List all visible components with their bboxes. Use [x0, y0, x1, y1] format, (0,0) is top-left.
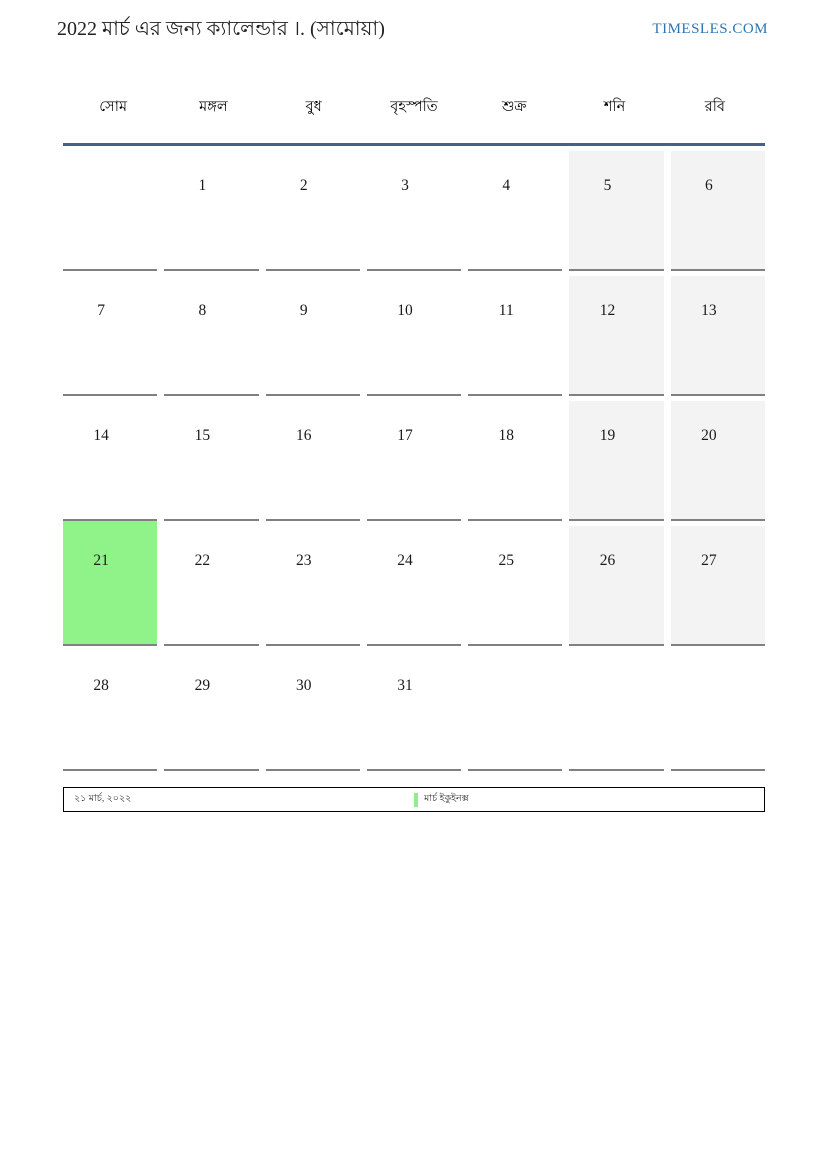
calendar-cell — [266, 401, 360, 521]
calendar-cell — [266, 276, 360, 396]
calendar-cell — [367, 276, 461, 396]
calendar-cell — [63, 651, 157, 771]
date-number: 9 — [299, 302, 308, 319]
calendar-cell — [468, 526, 562, 646]
date-number: 8 — [198, 302, 207, 319]
date-number: 14 — [93, 427, 109, 444]
date-number: 28 — [93, 677, 109, 694]
date-number: 22 — [194, 552, 211, 569]
event-marker-icon — [414, 793, 418, 807]
calendar-cell — [164, 151, 258, 271]
date-number: 25 — [498, 552, 515, 569]
date-number: 11 — [498, 302, 514, 319]
date-number: 7 — [97, 302, 106, 319]
calendar — [63, 88, 765, 771]
day-header-row — [63, 88, 765, 143]
date-number: 3 — [401, 177, 409, 194]
calendar-cell — [367, 651, 461, 771]
calendar-cell — [266, 526, 360, 646]
calendar-grid — [63, 146, 765, 771]
calendar-cell — [367, 526, 461, 646]
calendar-cell — [468, 401, 562, 521]
date-number: 31 — [397, 677, 413, 694]
date-number: 17 — [397, 427, 413, 444]
legend-event — [414, 792, 469, 807]
day-header: মঙ্গল — [199, 99, 228, 115]
date-number: 15 — [194, 427, 211, 444]
date-number: 21 — [93, 552, 109, 569]
calendar-cell — [164, 526, 258, 646]
calendar-cell — [569, 526, 663, 646]
date-number: 26 — [599, 552, 616, 569]
calendar-week-row — [63, 396, 765, 521]
date-number: 18 — [498, 427, 515, 444]
date-number: 1 — [198, 177, 207, 194]
calendar-cell — [671, 401, 765, 521]
date-number: 13 — [701, 302, 717, 319]
page-title: 2022 মার্চ এর জন্য ক্যালেন্ডার ।. (সামোয়া) — [57, 18, 385, 40]
calendar-cell — [367, 151, 461, 271]
calendar-cell — [367, 401, 461, 521]
date-number: 6 — [704, 177, 713, 194]
calendar-cell — [63, 401, 157, 521]
calendar-cell — [671, 526, 765, 646]
day-header: শনি — [603, 99, 626, 115]
day-header: বৃহস্পতি — [390, 99, 438, 115]
date-number: 24 — [397, 552, 413, 569]
date-number: 12 — [599, 302, 616, 319]
calendar-week-row — [63, 146, 765, 271]
legend-bar — [63, 787, 765, 812]
calendar-cell — [569, 401, 663, 521]
page-header — [0, 0, 827, 49]
calendar-cell — [164, 276, 258, 396]
calendar-cell-empty — [468, 651, 562, 771]
calendar-week-row — [63, 521, 765, 646]
day-header: রবি — [704, 99, 725, 115]
calendar-cell-empty — [569, 651, 663, 771]
date-number: 5 — [603, 177, 612, 194]
calendar-cell-empty — [63, 151, 157, 271]
date-number: 30 — [295, 677, 312, 694]
calendar-week-row — [63, 646, 765, 771]
calendar-cell — [468, 151, 562, 271]
calendar-cell — [671, 151, 765, 271]
calendar-cell — [569, 276, 663, 396]
date-number: 4 — [502, 177, 511, 194]
calendar-cell — [164, 401, 258, 521]
date-number: 10 — [397, 302, 413, 319]
calendar-cell — [266, 151, 360, 271]
date-number: 23 — [295, 552, 312, 569]
date-number: 27 — [701, 552, 717, 569]
date-number: 2 — [299, 177, 308, 194]
day-header: শুক্র — [501, 99, 527, 115]
calendar-cell — [63, 276, 157, 396]
legend-date: ২১ মার্চ, ২০২২ — [74, 794, 132, 804]
calendar-cell — [63, 521, 157, 646]
calendar-cell — [266, 651, 360, 771]
site-logo-link[interactable]: TIMESLES.COM — [652, 21, 768, 37]
day-header: বুধ — [305, 99, 322, 115]
calendar-cell-empty — [671, 651, 765, 771]
day-header: সোম — [99, 99, 127, 115]
calendar-cell — [164, 651, 258, 771]
date-number: 19 — [599, 427, 616, 444]
calendar-cell — [468, 276, 562, 396]
legend-event-label: মার্চ ইকুইনক্স — [424, 794, 469, 804]
calendar-cell — [569, 151, 663, 271]
date-number: 29 — [194, 677, 211, 694]
date-number: 20 — [701, 427, 717, 444]
calendar-cell — [671, 276, 765, 396]
calendar-week-row — [63, 271, 765, 396]
date-number: 16 — [295, 427, 312, 444]
